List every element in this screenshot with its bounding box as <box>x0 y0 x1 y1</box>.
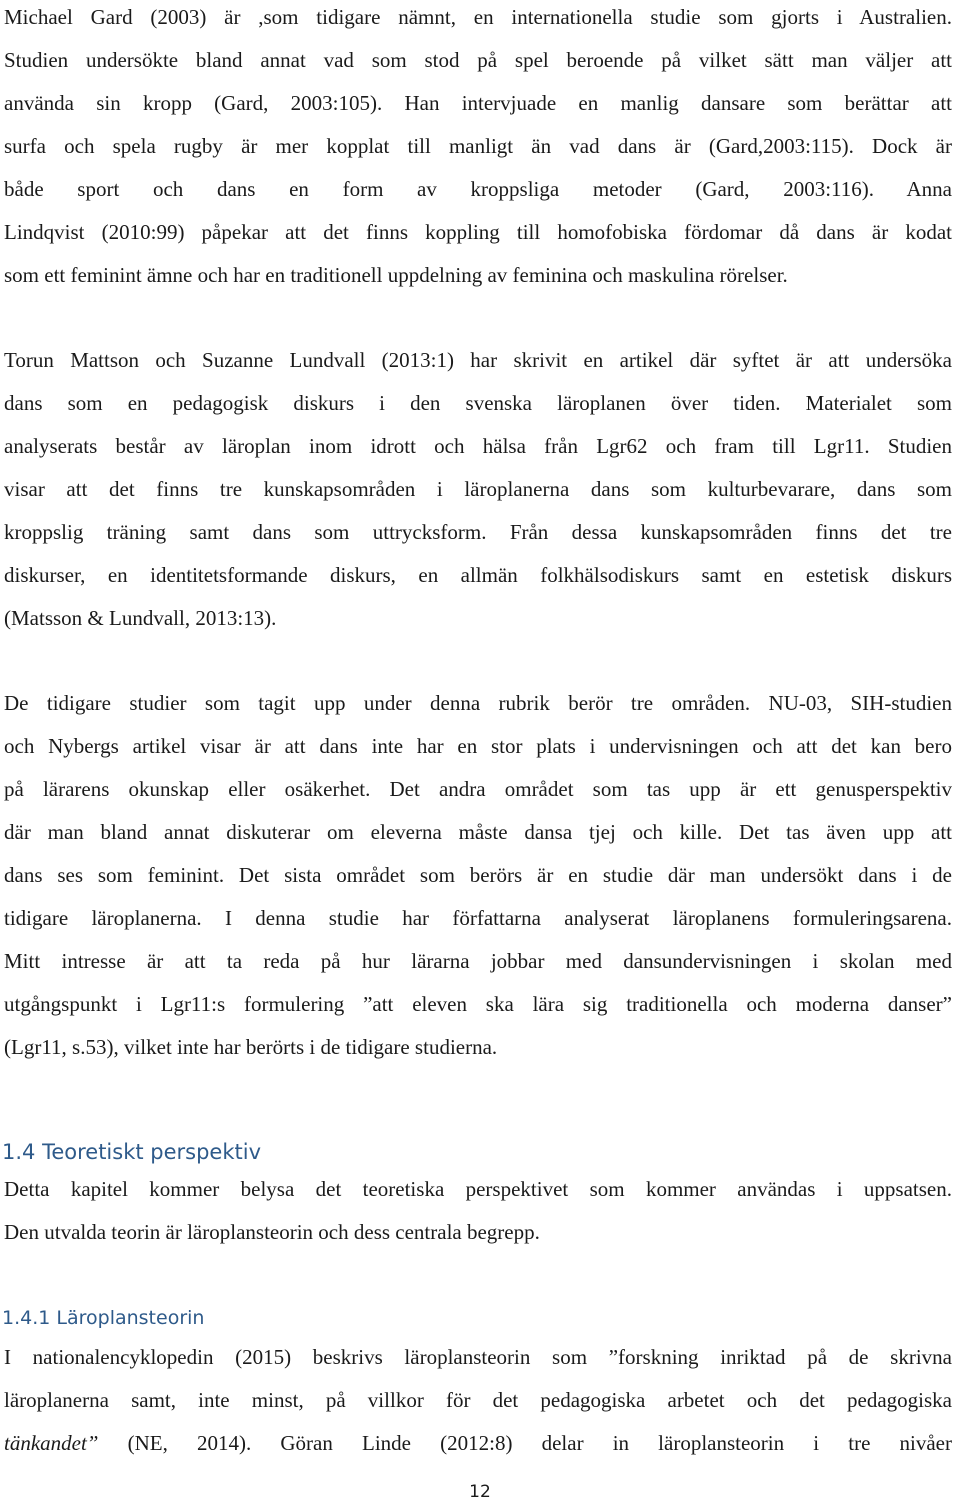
section-heading-1-4: 1.4 Teoretiskt perspektiv <box>2 1140 262 1164</box>
text-line: Studien undersökte bland annat vad som stod på spel beroende på vilket sätt man väljer att <box>4 48 952 72</box>
text-line: (Lgr11, s.53), vilket inte har berörts i de tidigare studierna. <box>4 1035 498 1059</box>
italic-quote: tänkandet” <box>4 1431 99 1455</box>
text-line: utgångspunkt i Lgr11:s formulering ”att eleven ska lära sig traditionella och moderna danser” <box>4 992 952 1016</box>
text-line: på lärarens okunskap eller osäkerhet. Det andra området som tas upp är ett genusperspektiv <box>4 777 952 801</box>
text-span: (NE, 2014). Göran Linde (2012:8) delar in läroplansteorin i tre nivåer <box>98 1431 952 1455</box>
text-line: Lindqvist (2010:99) påpekar att det finns koppling till homofobiska fördomar då dans är kodat <box>4 220 952 244</box>
text-line: dans ses som feminint. Det sista området som berörs är en studie där man undersökt dans i de <box>4 863 952 887</box>
text-line: både sport och dans en form av kroppsliga metoder (Gard, 2003:116). Anna <box>4 177 952 201</box>
text-line: kroppslig träning samt dans som uttrycksform. Från dessa kunskapsområden finns det tre <box>4 520 952 544</box>
text-line: surfa och spela rugby är mer kopplat till manligt än vad dans är (Gard,2003:115). Dock är <box>4 134 952 158</box>
text-line: använda sin kropp (Gard, 2003:105). Han intervjuade en manlig dansare som berättar att <box>4 91 952 115</box>
text-line: visar att det finns tre kunskapsområden i läroplanerna dans som kulturbevarare, dans som <box>4 477 952 501</box>
text-line: Torun Mattson och Suzanne Lundvall (2013:1) har skrivit en artikel där syftet är att undersöka <box>4 348 952 372</box>
text-line: läroplanerna samt, inte minst, på villkor för det pedagogiska arbetet och det pedagogiska <box>4 1388 952 1412</box>
text-line: där man bland annat diskuterar om eleverna måste dansa tjej och kille. Det tas även upp att <box>4 820 952 844</box>
text-line: Detta kapitel kommer belysa det teoretiska perspektivet som kommer användas i uppsatsen. <box>4 1177 952 1201</box>
page-number: 12 <box>469 1482 491 1502</box>
text-line: (Matsson & Lundvall, 2013:13). <box>4 606 277 630</box>
text-line: Mitt intresse är att ta reda på hur lärarna jobbar med dansundervisningen i skolan med <box>4 949 952 973</box>
text-line <box>4 1430 952 1456</box>
text-line: som ett feminint ämne och har en traditionell uppdelning av feminina och maskulina rörelser. <box>4 263 788 287</box>
text-line: analyserats består av läroplan inom idrott och hälsa från Lgr62 och fram till Lgr11. Studien <box>4 434 952 458</box>
text-line: Michael Gard (2003) är ,som tidigare nämnt, en internationella studie som gjorts i Australien. <box>4 5 952 29</box>
text-line: diskurser, en identitetsformande diskurs, en allmän folkhälsodiskurs samt en estetisk diskurs <box>4 563 952 587</box>
text-line: tidigare läroplanerna. I denna studie har författarna analyserat läroplanens formuleringsarena. <box>4 906 952 930</box>
text-line: Den utvalda teorin är läroplansteorin och dess centrala begrepp. <box>4 1220 540 1244</box>
text-line: och Nybergs artikel visar är att dans inte har en stor plats i undervisningen och att det kan bero <box>4 734 952 758</box>
text-line: De tidigare studier som tagit upp under denna rubrik berör tre områden. NU-03, SIH-studien <box>4 691 952 715</box>
text-line: I nationalencyklopedin (2015) beskrivs läroplansteorin som ”forskning inriktad på de skrivna <box>4 1345 952 1369</box>
section-heading-1-4-1: 1.4.1 Läroplansteorin <box>2 1307 205 1329</box>
text-line: dans som en pedagogisk diskurs i den svenska läroplanen över tiden. Materialet som <box>4 391 952 415</box>
